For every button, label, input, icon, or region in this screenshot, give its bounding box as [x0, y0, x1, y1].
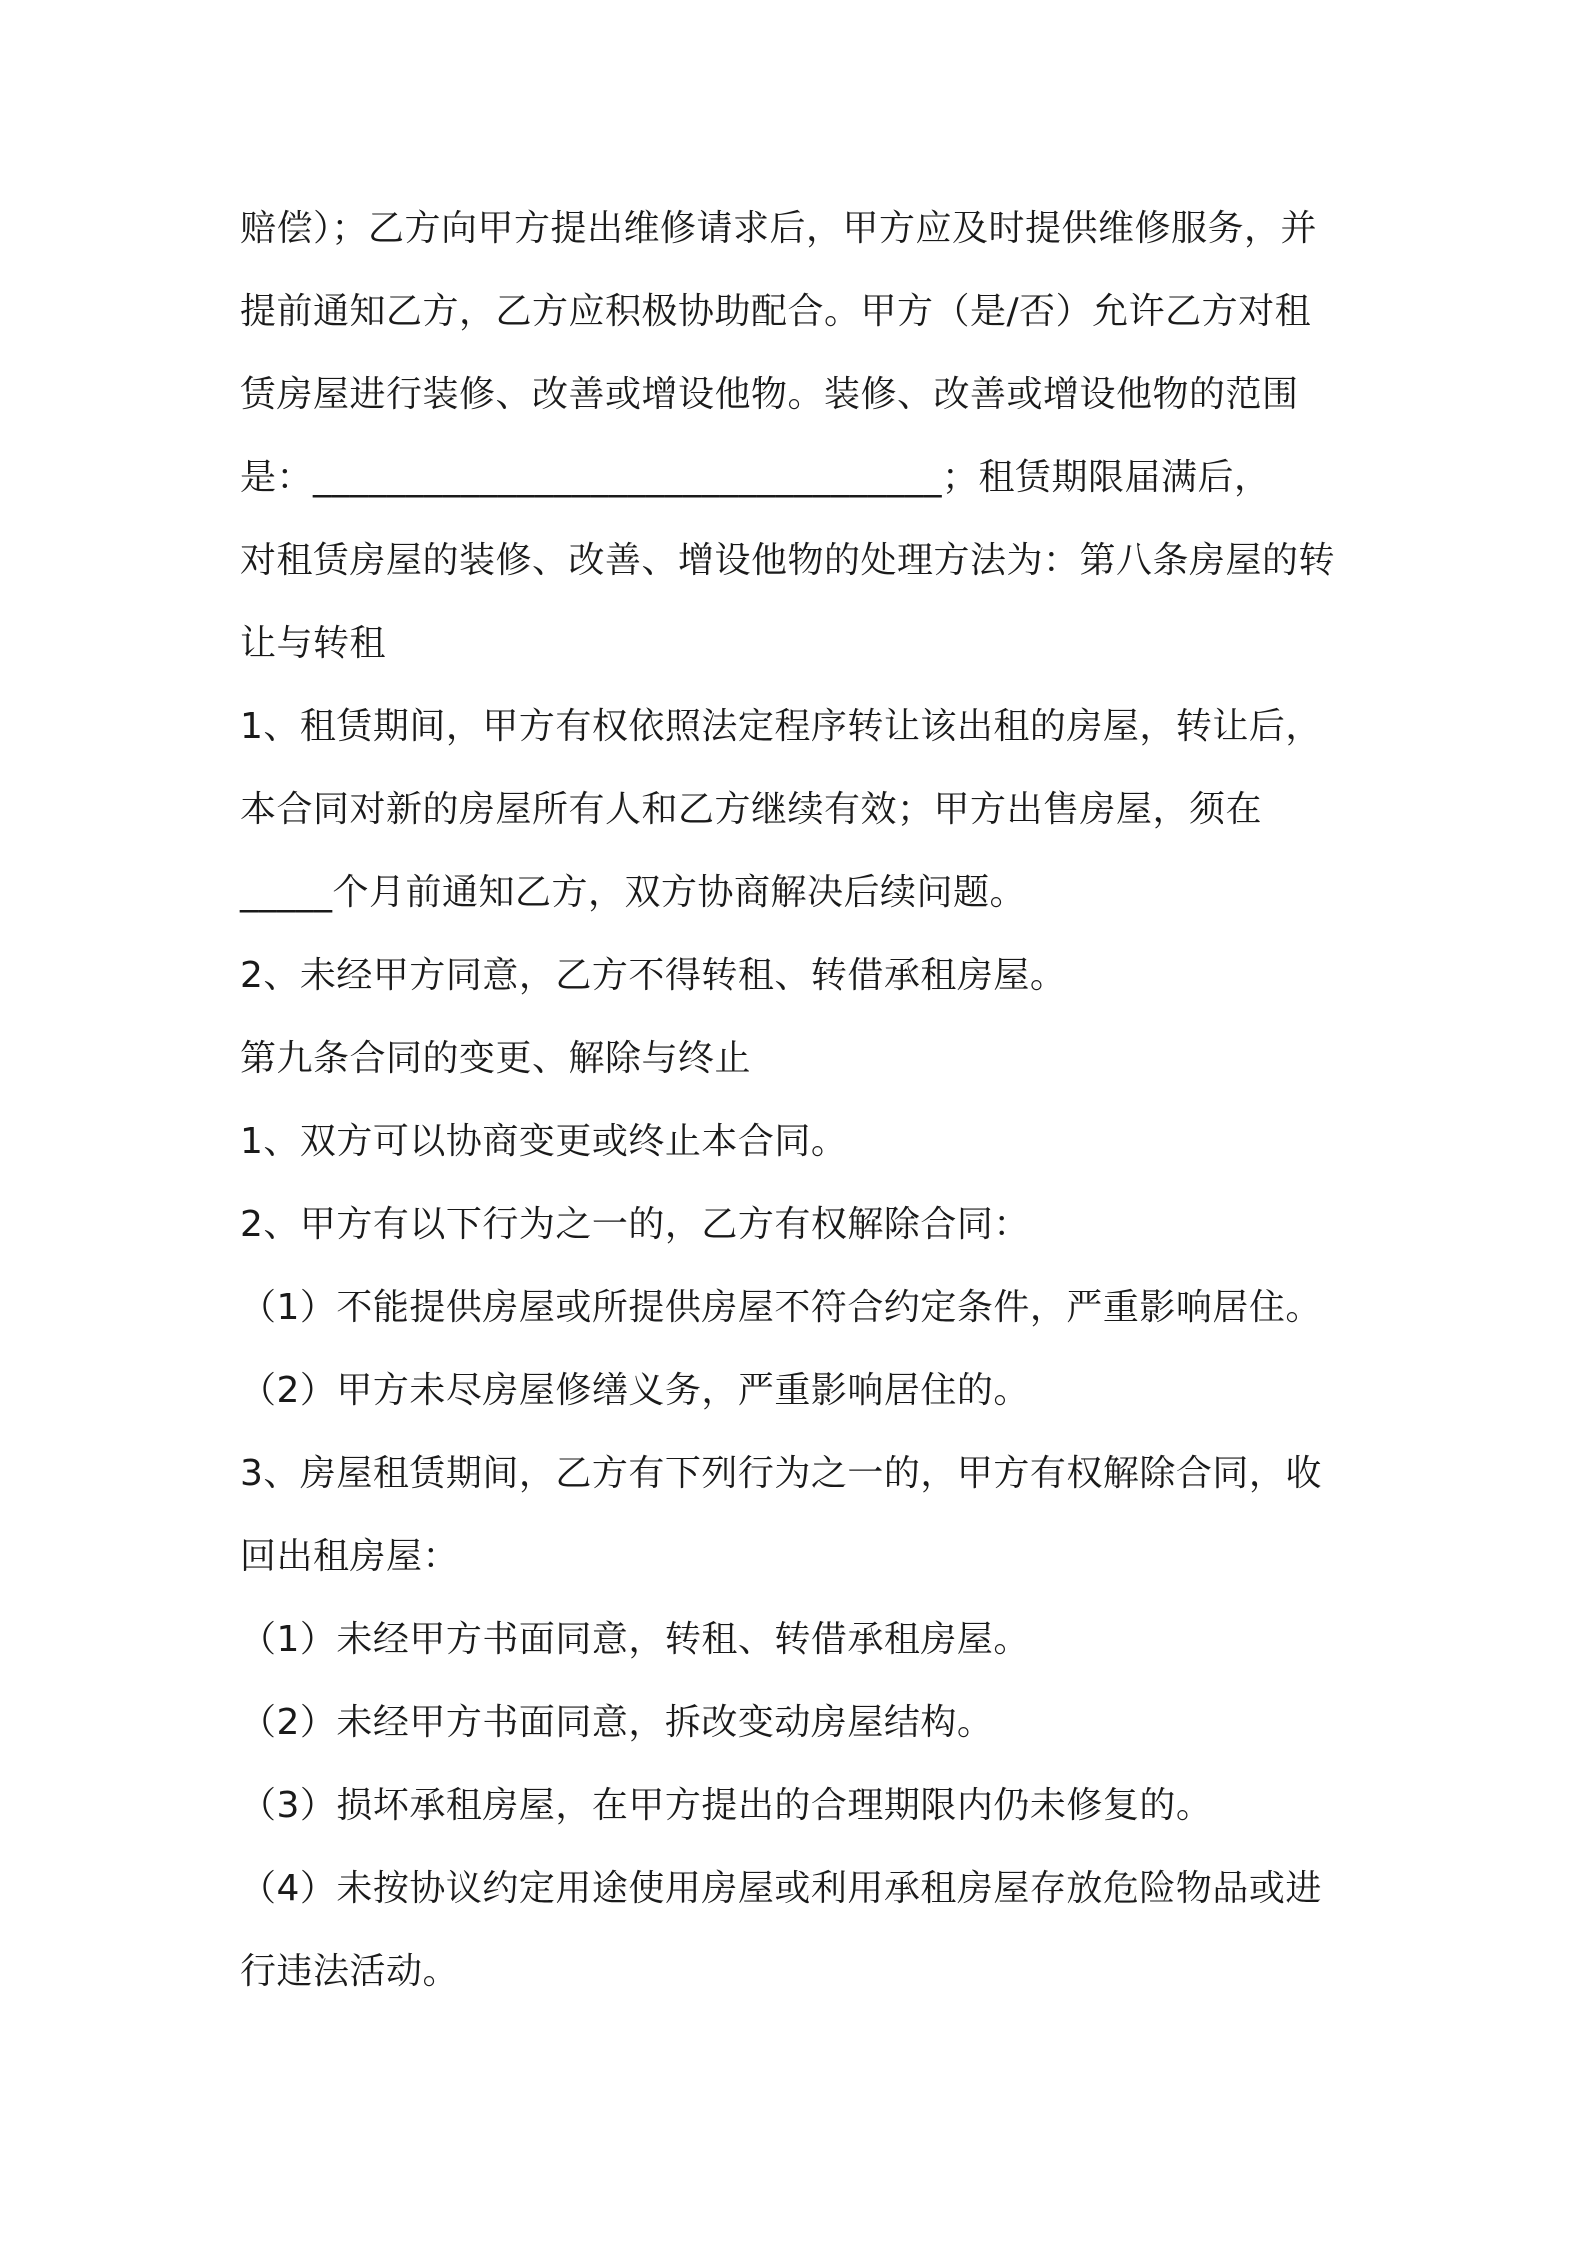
text-line: （3）损坏承租房屋，在甲方提出的合理期限内仍未修复的。	[240, 1785, 1213, 1826]
text-line: （2）未经甲方书面同意，拆改变动房屋结构。	[240, 1702, 994, 1743]
text-line: 1、双方可以协商变更或终止本合同。	[240, 1121, 848, 1162]
text-line: 1、租赁期间，甲方有权依照法定程序转让该出租的房屋，转让后，	[240, 706, 1322, 747]
text-line: （1）不能提供房屋或所提供房屋不符合约定条件，严重影响居住。	[240, 1287, 1322, 1328]
text-line: （1）未经甲方书面同意，转租、转借承租房屋。	[240, 1619, 1030, 1660]
text-line: 本合同对新的房屋所有人和乙方继续有效；甲方出售房屋，须在	[240, 789, 1263, 830]
text-line: （2）甲方未尽房屋修缮义务，严重影响居住的。	[240, 1370, 1030, 1411]
text-line: 是：__________________________________；租赁期限届满后，	[240, 457, 1271, 498]
text-line: 让与转租	[240, 623, 387, 664]
text-line: 赁房屋进行装修、改善或增设他物。装修、改善或增设他物的范围	[240, 374, 1299, 415]
text-line: 对租赁房屋的装修、改善、增设他物的处理方法为：第八条房屋的转	[240, 540, 1336, 581]
text-line: 2、未经甲方同意，乙方不得转租、转借承租房屋。	[240, 955, 1067, 996]
text-line: （4）未按协议约定用途使用房屋或利用承租房屋存放危险物品或进	[240, 1868, 1322, 1909]
text-line: 提前通知乙方，乙方应积极协助配合。甲方（是/否）允许乙方对租	[240, 291, 1312, 332]
text-line: 回出租房屋：	[240, 1536, 460, 1577]
text-line: 行违法活动。	[240, 1951, 460, 1992]
text-line: 3、房屋租赁期间，乙方有下列行为之一的，甲方有权解除合同，收	[240, 1453, 1322, 1494]
section-heading: 第九条合同的变更、解除与终止	[240, 1038, 752, 1079]
text-line: _____个月前通知乙方，双方协商解决后续问题。	[240, 872, 1027, 913]
text-line: 2、甲方有以下行为之一的，乙方有权解除合同：	[240, 1204, 1030, 1245]
text-line: 赔偿）；乙方向甲方提出维修请求后，甲方应及时提供维修服务，并	[240, 208, 1318, 249]
